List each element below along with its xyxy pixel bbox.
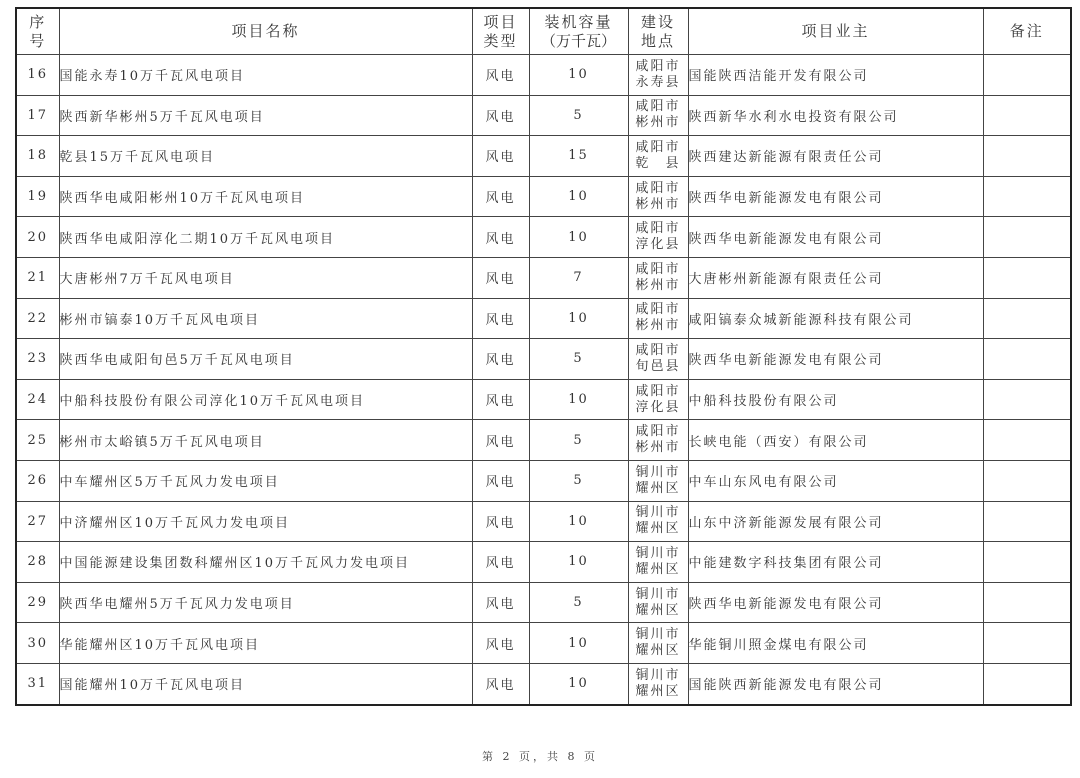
table-row — [16, 663, 1071, 704]
project-type: 风电 — [472, 623, 529, 664]
location-city: 铜川市 — [635, 586, 681, 602]
project-type: 风电 — [472, 257, 529, 298]
project-owner: 咸阳镐泰众城新能源科技有限公司 — [688, 298, 983, 339]
project-owner: 中能建数字科技集团有限公司 — [688, 542, 983, 583]
location-county: 耀州区 — [635, 480, 681, 496]
capacity: 5 — [529, 95, 628, 136]
header-capacity-line1: 装机容量 — [544, 12, 613, 31]
project-name: 华能耀州区10万千瓦风电项目 — [59, 623, 472, 664]
location-county: 彬州市 — [635, 115, 681, 131]
table-row — [16, 298, 1071, 339]
project-table — [15, 7, 1072, 706]
project-owner: 陕西建达新能源有限责任公司 — [688, 136, 983, 177]
header-type-line1: 项目 — [483, 12, 518, 31]
table-row — [16, 501, 1071, 542]
location — [628, 501, 688, 542]
location — [628, 339, 688, 380]
location — [628, 217, 688, 258]
capacity: 5 — [529, 339, 628, 380]
project-name: 中船科技股份有限公司淳化10万千瓦风电项目 — [59, 379, 472, 420]
row-number: 23 — [16, 339, 59, 380]
row-number: 19 — [16, 176, 59, 217]
project-owner: 山东中济新能源发展有限公司 — [688, 501, 983, 542]
note — [983, 298, 1071, 339]
location — [628, 176, 688, 217]
table-row — [16, 420, 1071, 461]
location-city: 铜川市 — [635, 667, 681, 683]
table-row — [16, 176, 1071, 217]
location — [628, 460, 688, 501]
project-owner: 陕西华电新能源发电有限公司 — [688, 176, 983, 217]
project-type: 风电 — [472, 95, 529, 136]
row-number: 16 — [16, 55, 59, 96]
row-number: 20 — [16, 217, 59, 258]
project-name: 中车耀州区5万千瓦风力发电项目 — [59, 460, 472, 501]
note — [983, 136, 1071, 177]
header-no — [16, 8, 59, 55]
location — [628, 136, 688, 177]
table-row — [16, 217, 1071, 258]
header-owner: 项目业主 — [688, 8, 983, 55]
header-no-line1: 序 — [29, 12, 47, 31]
location-city: 咸阳市 — [635, 302, 681, 318]
location — [628, 298, 688, 339]
header-capacity — [529, 8, 628, 55]
table-header — [16, 8, 1071, 55]
row-number: 22 — [16, 298, 59, 339]
note — [983, 420, 1071, 461]
project-type: 风电 — [472, 420, 529, 461]
capacity: 7 — [529, 257, 628, 298]
capacity: 10 — [529, 55, 628, 96]
project-name: 国能耀州10万千瓦风电项目 — [59, 663, 472, 704]
capacity: 10 — [529, 623, 628, 664]
row-number: 18 — [16, 136, 59, 177]
row-number: 17 — [16, 95, 59, 136]
table-body — [16, 55, 1071, 705]
project-name: 陕西华电咸阳彬州10万千瓦风电项目 — [59, 176, 472, 217]
note — [983, 460, 1071, 501]
header-note: 备注 — [983, 8, 1071, 55]
note — [983, 55, 1071, 96]
project-owner: 陕西新华水利水电投资有限公司 — [688, 95, 983, 136]
table-row — [16, 542, 1071, 583]
location-city: 咸阳市 — [635, 261, 681, 277]
project-name: 国能永寿10万千瓦风电项目 — [59, 55, 472, 96]
project-owner: 大唐彬州新能源有限责任公司 — [688, 257, 983, 298]
header-capacity-line2: （万千瓦） — [540, 31, 616, 50]
location-city: 咸阳市 — [635, 58, 681, 74]
location-county: 彬州市 — [635, 440, 681, 456]
location-county: 彬州市 — [635, 318, 681, 334]
project-type: 风电 — [472, 501, 529, 542]
note — [983, 501, 1071, 542]
note — [983, 176, 1071, 217]
row-number: 27 — [16, 501, 59, 542]
note — [983, 339, 1071, 380]
location-city: 咸阳市 — [635, 99, 681, 115]
table-row — [16, 55, 1071, 96]
capacity: 5 — [529, 420, 628, 461]
capacity: 10 — [529, 542, 628, 583]
project-type: 风电 — [472, 582, 529, 623]
project-name: 中国能源建设集团数科耀州区10万千瓦风力发电项目 — [59, 542, 472, 583]
capacity: 5 — [529, 460, 628, 501]
location-city: 铜川市 — [635, 464, 681, 480]
header-location — [628, 8, 688, 55]
capacity: 15 — [529, 136, 628, 177]
location-county: 耀州区 — [635, 643, 681, 659]
row-number: 31 — [16, 663, 59, 704]
project-type: 风电 — [472, 542, 529, 583]
note — [983, 582, 1071, 623]
project-name: 陕西华电咸阳淳化二期10万千瓦风电项目 — [59, 217, 472, 258]
project-name: 乾县15万千瓦风电项目 — [59, 136, 472, 177]
project-owner: 陕西华电新能源发电有限公司 — [688, 582, 983, 623]
project-owner: 国能陕西新能源发电有限公司 — [688, 663, 983, 704]
location — [628, 623, 688, 664]
row-number: 24 — [16, 379, 59, 420]
project-name: 彬州市镐泰10万千瓦风电项目 — [59, 298, 472, 339]
note — [983, 623, 1071, 664]
capacity: 10 — [529, 298, 628, 339]
location — [628, 95, 688, 136]
location-county: 耀州区 — [635, 602, 681, 618]
project-owner: 陕西华电新能源发电有限公司 — [688, 339, 983, 380]
location-county: 旬邑县 — [635, 358, 681, 374]
location-city: 咸阳市 — [635, 342, 681, 358]
location-city: 咸阳市 — [635, 221, 681, 237]
project-type: 风电 — [472, 339, 529, 380]
project-name: 陕西新华彬州5万千瓦风电项目 — [59, 95, 472, 136]
note — [983, 542, 1071, 583]
project-owner: 陕西华电新能源发电有限公司 — [688, 217, 983, 258]
header-no-line2: 号 — [29, 31, 47, 50]
location-county: 彬州市 — [635, 277, 681, 293]
capacity: 10 — [529, 501, 628, 542]
page-number: 第 2 页，共 8 页 — [482, 750, 598, 763]
capacity: 10 — [529, 663, 628, 704]
location-city: 铜川市 — [635, 627, 681, 643]
location — [628, 582, 688, 623]
location — [628, 257, 688, 298]
row-number: 21 — [16, 257, 59, 298]
location-county: 淳化县 — [635, 399, 681, 415]
location-county: 耀州区 — [635, 561, 681, 577]
table-row — [16, 257, 1071, 298]
location — [628, 542, 688, 583]
table-row — [16, 460, 1071, 501]
project-owner: 中车山东风电有限公司 — [688, 460, 983, 501]
location — [628, 420, 688, 461]
table-row — [16, 623, 1071, 664]
header-location-line1: 建设 — [640, 12, 675, 31]
row-number: 29 — [16, 582, 59, 623]
location-county: 淳化县 — [635, 237, 681, 253]
project-owner: 长峡电能（西安）有限公司 — [688, 420, 983, 461]
project-type: 风电 — [472, 176, 529, 217]
location-city: 咸阳市 — [635, 383, 681, 399]
header-type — [472, 8, 529, 55]
note — [983, 379, 1071, 420]
project-name: 大唐彬州7万千瓦风电项目 — [59, 257, 472, 298]
project-type: 风电 — [472, 136, 529, 177]
project-type: 风电 — [472, 379, 529, 420]
row-number: 28 — [16, 542, 59, 583]
location — [628, 55, 688, 96]
location-county: 耀州区 — [635, 683, 681, 699]
location-county: 彬州市 — [635, 196, 681, 212]
project-owner: 中船科技股份有限公司 — [688, 379, 983, 420]
capacity: 10 — [529, 176, 628, 217]
project-name: 陕西华电耀州5万千瓦风力发电项目 — [59, 582, 472, 623]
project-owner: 国能陕西洁能开发有限公司 — [688, 55, 983, 96]
table-row — [16, 379, 1071, 420]
project-type: 风电 — [472, 298, 529, 339]
table-row — [16, 582, 1071, 623]
location — [628, 663, 688, 704]
row-number: 25 — [16, 420, 59, 461]
project-type: 风电 — [472, 217, 529, 258]
project-name: 彬州市太峪镇5万千瓦风电项目 — [59, 420, 472, 461]
location-county: 永寿县 — [635, 74, 681, 90]
note — [983, 663, 1071, 704]
project-type: 风电 — [472, 55, 529, 96]
location-city: 铜川市 — [635, 545, 681, 561]
note — [983, 217, 1071, 258]
note — [983, 95, 1071, 136]
note — [983, 257, 1071, 298]
row-number: 30 — [16, 623, 59, 664]
header-row — [16, 8, 1071, 55]
location-county: 乾 县 — [635, 155, 681, 171]
table-row — [16, 339, 1071, 380]
project-type: 风电 — [472, 460, 529, 501]
capacity: 10 — [529, 217, 628, 258]
row-number: 26 — [16, 460, 59, 501]
project-name: 陕西华电咸阳旬邑5万千瓦风电项目 — [59, 339, 472, 380]
project-name: 中济耀州区10万千瓦风力发电项目 — [59, 501, 472, 542]
header-type-line2: 类型 — [483, 31, 518, 50]
header-name: 项目名称 — [59, 8, 472, 55]
capacity: 10 — [529, 379, 628, 420]
location-city: 铜川市 — [635, 505, 681, 521]
header-location-line2: 地点 — [640, 31, 675, 50]
capacity: 5 — [529, 582, 628, 623]
project-owner: 华能铜川照金煤电有限公司 — [688, 623, 983, 664]
table-row — [16, 136, 1071, 177]
location-city: 咸阳市 — [635, 180, 681, 196]
project-type: 风电 — [472, 663, 529, 704]
location-county: 耀州区 — [635, 521, 681, 537]
table-row — [16, 95, 1071, 136]
location-city: 咸阳市 — [635, 424, 681, 440]
location — [628, 379, 688, 420]
location-city: 咸阳市 — [635, 139, 681, 155]
